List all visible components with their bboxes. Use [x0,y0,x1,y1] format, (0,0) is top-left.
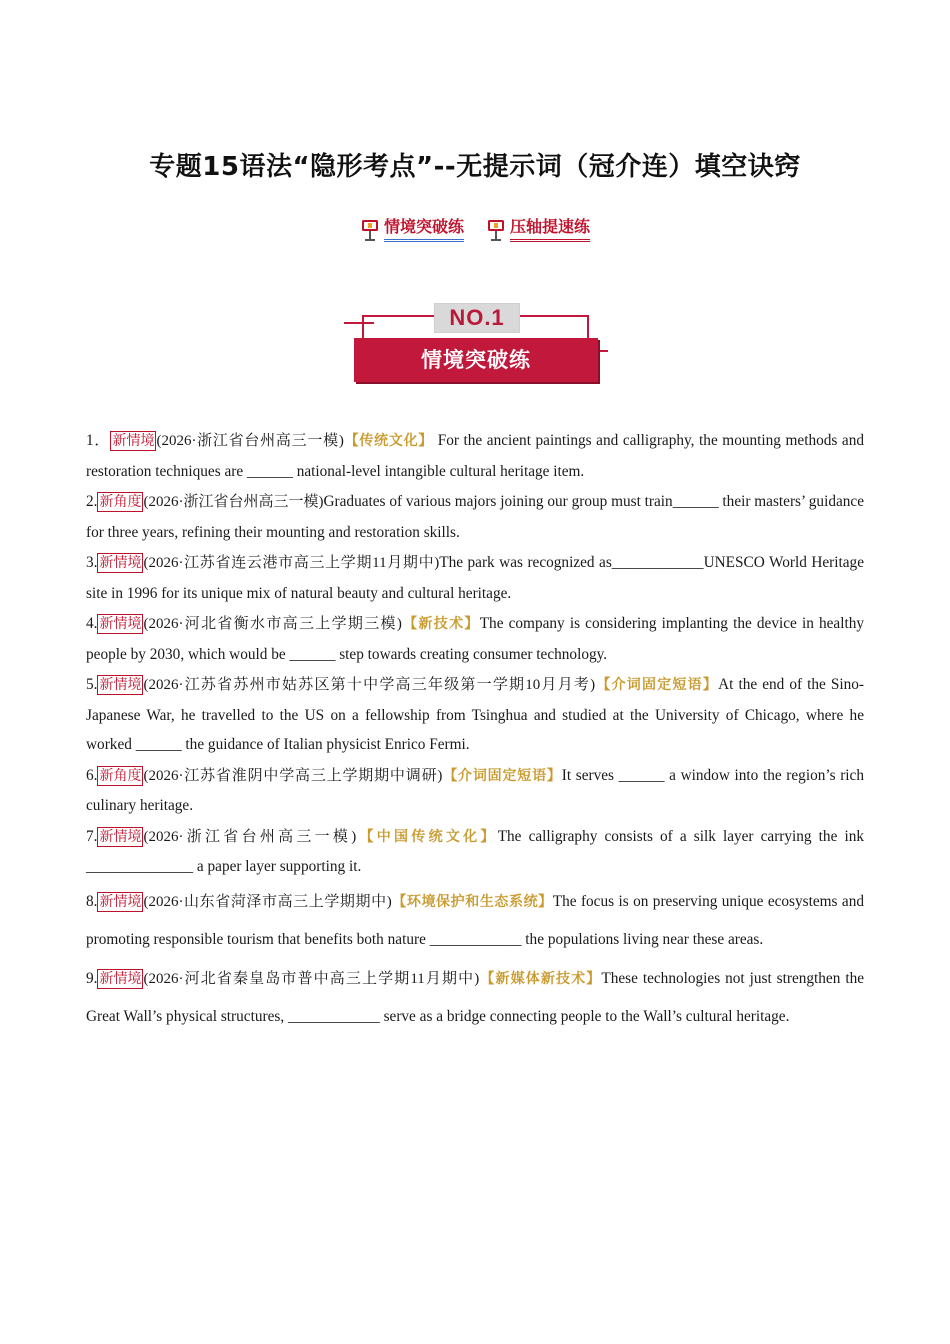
question-number: 9. [86,969,98,987]
question-number: 8. [86,892,98,910]
question-text: It serves [561,766,619,784]
section-nav [0,214,950,242]
question-text-continued: their masters’ guidance for three years, refining their mounting and restoration skills. [86,493,864,541]
question-text-continued: the populations living near these areas. [521,930,764,948]
question-text-continued: a paper layer supporting it. [193,858,362,875]
question-item [86,609,864,669]
banner-line-top [362,315,434,317]
question-text: These technologies not just strengthen the Great Wall’s physical structures, [86,969,865,1025]
question-source: (2026·江苏省连云港市高三上学期11月期中) [143,555,440,571]
answer-blank[interactable]: ____________ [287,1007,380,1025]
question-item [86,670,864,760]
question-number: 3. [86,554,98,571]
question-item [86,960,864,1036]
topic-label: 【新媒体新技术】 [479,970,602,987]
question-text: The focus is on preserving unique ecosystems and promoting responsible tourism that benefits both nature [86,892,865,948]
new-context-tag: 新情境 [99,555,142,571]
question-list [86,426,864,1037]
question-number: 7. [86,827,98,845]
topic-label: 【介词固定短语】 [442,767,562,784]
question-source: (2026·浙江省台州高三一模) [143,494,324,510]
signpost-icon [486,218,508,242]
new-context-tag: 新情境 [99,893,142,910]
signpost-icon [360,218,382,242]
question-text-continued: serve as a bridge connecting people to the Wall’s cultural heritage. [379,1007,790,1025]
answer-blank[interactable]: ____________ [611,554,704,571]
question-number: 2. [86,493,98,510]
question-number: 5. [86,676,98,693]
question-text: At the end of the Sino-Japanese War, he travelled to the US on a fellowship from Tsinghua and studied at the University of Chicago, where he worked [86,676,864,753]
question-text-continued: step towards creating consumer technology. [335,645,608,663]
page-title: 专题15语法“隐形考点”--无提示词（冠介连）填空诀窍 [149,152,801,182]
section-banner [344,300,608,386]
nav-link-situation-practice[interactable] [360,214,464,242]
banner-line-left-vertical [362,315,364,339]
question-source: (2026·浙江省台州高三一模) [143,828,357,845]
nav-link-label: 压轴提速练 [510,214,590,242]
question-text: The calligraphy consists of a silk layer carrying the ink [497,827,865,845]
banner-line-right-vertical [587,315,589,339]
topic-label: 【中国传统文化】 [356,828,498,845]
answer-blank[interactable]: ____________ [429,930,522,948]
new-context-tag: 新情境 [112,433,155,449]
new-context-tag: 新角度 [99,494,142,510]
question-source: (2026·山东省菏泽市高三上学期期中) [143,893,392,910]
question-item [86,883,864,959]
answer-blank[interactable]: ______ [289,645,336,663]
question-item [86,761,864,821]
question-number: 6. [86,766,98,784]
question-item [86,548,864,608]
question-text: Graduates of various majors joining our group must train [323,493,673,510]
answer-blank[interactable]: ______ [672,493,719,510]
new-context-tag: 新情境 [99,828,142,845]
topic-label: 【传统文化】 [343,433,434,449]
question-text-continued: the guidance of Italian physicist Enrico Fermi. [181,736,470,753]
question-source: (2026·江苏省淮阴中学高三上学期期中调研) [143,767,443,784]
answer-blank[interactable]: ______ [135,736,182,753]
question-source: (2026·河北省衡水市高三上学期三模) [143,616,402,632]
question-item [86,487,864,547]
answer-blank[interactable]: ______ [246,462,293,480]
question-text: The park was recognized as [439,554,612,571]
topic-label: 【新技术】 [401,616,480,632]
topic-label: 【介词固定短语】 [595,677,719,693]
question-text-continued: UNESCO World Heritage site in 1996 for its unique mix of natural beauty and cultural heritage. [86,554,864,602]
new-context-tag: 新情境 [99,970,142,987]
section-number: NO.1 [434,303,520,333]
answer-blank[interactable]: ______________ [86,858,194,875]
banner-line-top-right [518,315,588,317]
question-number: 4. [86,615,98,632]
question-number: 1． [86,432,111,449]
question-source: (2026·河北省秦皇岛市普中高三上学期11月期中) [143,970,480,987]
question-item [86,822,864,882]
new-context-tag: 新角度 [99,767,142,784]
banner-line-left [344,322,374,324]
question-source: (2026·浙江省台州高三一模) [156,433,344,449]
question-text: For the ancient paintings and calligraphy, the mounting methods and restoration techniques are [86,432,865,480]
question-item [86,426,864,486]
answer-blank[interactable]: ______ [618,766,665,784]
question-text-continued: a window into the region’s rich culinary heritage. [86,766,864,814]
question-text-continued: national-level intangible cultural heritage item. [292,462,585,480]
question-text: The company is considering implanting the device in healthy people by 2030, which would be [86,615,865,663]
topic-label: 【环境保护和生态系统】 [391,893,553,910]
nav-link-speed-practice[interactable] [486,214,590,242]
new-context-tag: 新情境 [99,616,142,632]
new-context-tag: 新情境 [99,677,142,693]
section-title: 情境突破练 [354,338,598,382]
nav-link-label: 情境突破练 [384,214,464,242]
question-source: (2026·江苏省苏州市姑苏区第十中学高三年级第一学期10月月考) [143,677,596,693]
